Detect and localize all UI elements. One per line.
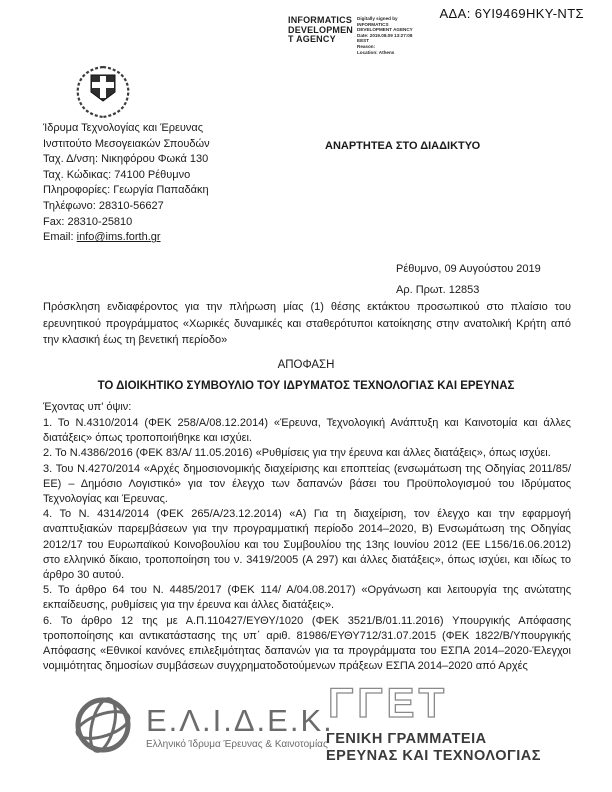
stamp-detail-line: EEST (357, 38, 369, 44)
phone-line: Τηλέφωνο: 28310-56627 (43, 199, 164, 212)
stamp-agency-line: DEVELOPMEN (288, 24, 354, 35)
stamp-detail-line: Location: Athens (357, 49, 395, 55)
institute-name: Ινστιτούτο Μεσογειακών Σπουδών (43, 137, 210, 150)
legal-item-6: 6. Το άρθρο 12 της με Α.Π.110427/ΕΥΘΥ/1020 (ΦΕΚ 3521/Β/01.11.2016) Υπουργικής Απόφασης τροποποίησης και αντικατάστασης της υπ΄ αριθ. 81986/ΕΥΘΥ712/31.07.2015 (ΦΕΚ 1822/Β/Υπουργικής Απόφασης «Εθνικοί κανόνες επιλεξιμότητας δαπανών για τα προγράμματα του ΕΣΠΑ 2014–2020-Έλεγχοι νομιμότητας δημοσίων συμβάσεων συγχρηματοδοτούμενων πράξεων ΕΣΠΑ 2014–2020 από Αρχές (43, 614, 571, 673)
stamp-agency-line: T AGENCY (288, 34, 336, 44)
legal-item-4: 4. Το Ν. 4314/2014 (ΦΕΚ 265/Α/23.12.2014) «Α) Για τη διαχείριση, τον έλεγχο και την εφαρμογή αναπτυξιακών παρεμβάσεων για την προγραμματική περίοδο 2014–2020, Β) Ενσωμάτωση της Οδηγίας 2012/17 του Ευρωπαϊκού Κοινοβουλίου και του Συμβουλίου της 13ης Ιουνίου 2012 (ΕΕ L156/16.06.2012) στο ελληνικό δίκαιο, τροποποίηση του ν. 3419/2005 (Α 297) και άλλες διατάξεις», όπως ισχύει, και ιδίως το άρθρο 30 αυτού. (43, 508, 571, 582)
preamble-line: Έχοντας υπ' όψιν: (43, 401, 132, 413)
stamp-detail-line: Reason: (357, 43, 376, 49)
stamp-detail-line: INFORMATICS (357, 21, 389, 27)
letterhead-address-block (43, 121, 210, 246)
elidek-acronym: Ε.Λ.Ι.Δ.Ε.Κ. (146, 703, 334, 738)
email-line (43, 230, 210, 246)
council-heading: ΤΟ ΔΙΟΙΚΗΤΙΚΟ ΣΥΜΒΟΥΛΙΟ ΤΟΥ ΙΔΡΥΜΑΤΟΣ ΤΕΧΝΟΛΟΓΙΑΣ ΚΑΙ ΕΡΕΥΝΑΣ (97, 380, 515, 392)
legal-item-1: 1. Το Ν.4310/2014 (ΦΕΚ 258/Α/08.12.2014) «Έρευνα, Τεχνολογική Ανάπτυξη και Καινοτομία και άλλες διατάξεις» όπως τροποποιήθηκε και ισχύει. (43, 417, 571, 445)
place-date: Ρέθυμνο, 09 Αυγούστου 2019 (396, 263, 541, 275)
elidek-subtitle: Ελληνικό Ίδρυμα Έρευνας & Καινοτομίας (146, 739, 328, 750)
stamp-detail-line: Digitally signed by (357, 16, 398, 21)
elidek-logo (70, 692, 334, 763)
legal-items-list (43, 416, 571, 674)
stamp-detail-line: Date: 2019.08.09 13:27:08 (357, 32, 413, 38)
gget-title-lines (326, 731, 582, 764)
greek-coat-of-arms-icon (72, 64, 134, 125)
fax-line: Fax: 28310-25810 (43, 215, 133, 228)
ada-code: ΑΔΑ: 6ΥΙ9469ΗΚΥ-ΝΤΣ (439, 6, 584, 21)
legal-item-3: 3. Του Ν.4270/2014 «Αρχές δημοσιονομικής διαχείρισης και εποπτείας (ενσωμάτωση της Οδηγίας 2011/85/ΕΕ) – Δημόσιο Λογιστικό» για τον έλεγχο των δαπανών βάσει του Προϋπολογισμού του Ιδρύματος Τεχνολογίας και Έρευνας. (43, 462, 571, 506)
decision-title: ΑΠΟΦΑΣΗ (277, 359, 335, 371)
stamp-agency-name (288, 16, 352, 55)
date-protocol-block (396, 259, 541, 301)
org-name: Ίδρυμα Τεχνολογίας και Έρευνας (43, 122, 204, 134)
legal-item-2: 2. Το Ν.4386/2016 (ΦΕΚ 83/Α/ 11.05.2016) «Ρυθμίσεις για την έρευνα και άλλες διατάξεις», όπως ισχύει. (43, 447, 551, 460)
protocol-number: Αρ. Πρωτ. 12853 (396, 284, 480, 296)
email-link[interactable]: info@ims.forth.gr (76, 231, 161, 244)
gget-acronym: ΓΓΕΤ (328, 680, 449, 724)
gget-title-line-1: ΓΕΝΙΚΗ ΓΡΑΜΜΑΤΕΙΑ (326, 731, 487, 747)
stamp-detail-line: DEVELOPMENT AGENCY (357, 27, 413, 33)
stamp-agency-line: INFORMATICS (288, 15, 353, 25)
contact-person-line: Πληροφορίες: Γεωργία Παπαδάκη (43, 184, 209, 197)
postal-code-line: Ταχ. Κώδικας: 74100 Ρέθυμνο (43, 168, 191, 181)
gget-title-line-2: ΕΡΕΥΝΑΣ ΚΑΙ ΤΕΧΝΟΛΟΓΙΑΣ (326, 747, 541, 764)
subject-paragraph: Πρόσκληση ενδιαφέροντος για την πλήρωση μίας (1) θέσης εκτάκτου προσωπικού στο πλαίσιο του ερευνητικού προγράμματος «Χωρικές δυναμικές και σταθερότυποι κατοίκησης στην ανατολική Κρήτη από την κλασική έως τη βενετική περίοδο» (43, 301, 571, 347)
web-posting-notice: ΑΝΑΡΤΗΤΕΑ ΣΤΟ ΔΙΑΔΙΚΤΥΟ (325, 140, 481, 152)
digital-signature-stamp (288, 16, 435, 55)
elidek-globe-icon (70, 692, 136, 763)
gget-outline-icon (326, 680, 476, 724)
address-line: Ταχ. Δ/νση: Νικηφόρου Φωκά 130 (43, 153, 209, 166)
email-label: Email: (43, 231, 77, 244)
stamp-signature-details (357, 16, 435, 55)
elidek-logo-text (146, 705, 334, 750)
legal-item-5: 5. Το άρθρο 64 του Ν. 4485/2017 (ΦΕΚ 114/ Α/04.08.2017) «Οργάνωση και λειτουργία της ανώτατης εκπαίδευσης, ρυθμίσεις για την έρευνα και άλλες διατάξεις». (43, 584, 571, 612)
gget-logo (326, 680, 582, 764)
